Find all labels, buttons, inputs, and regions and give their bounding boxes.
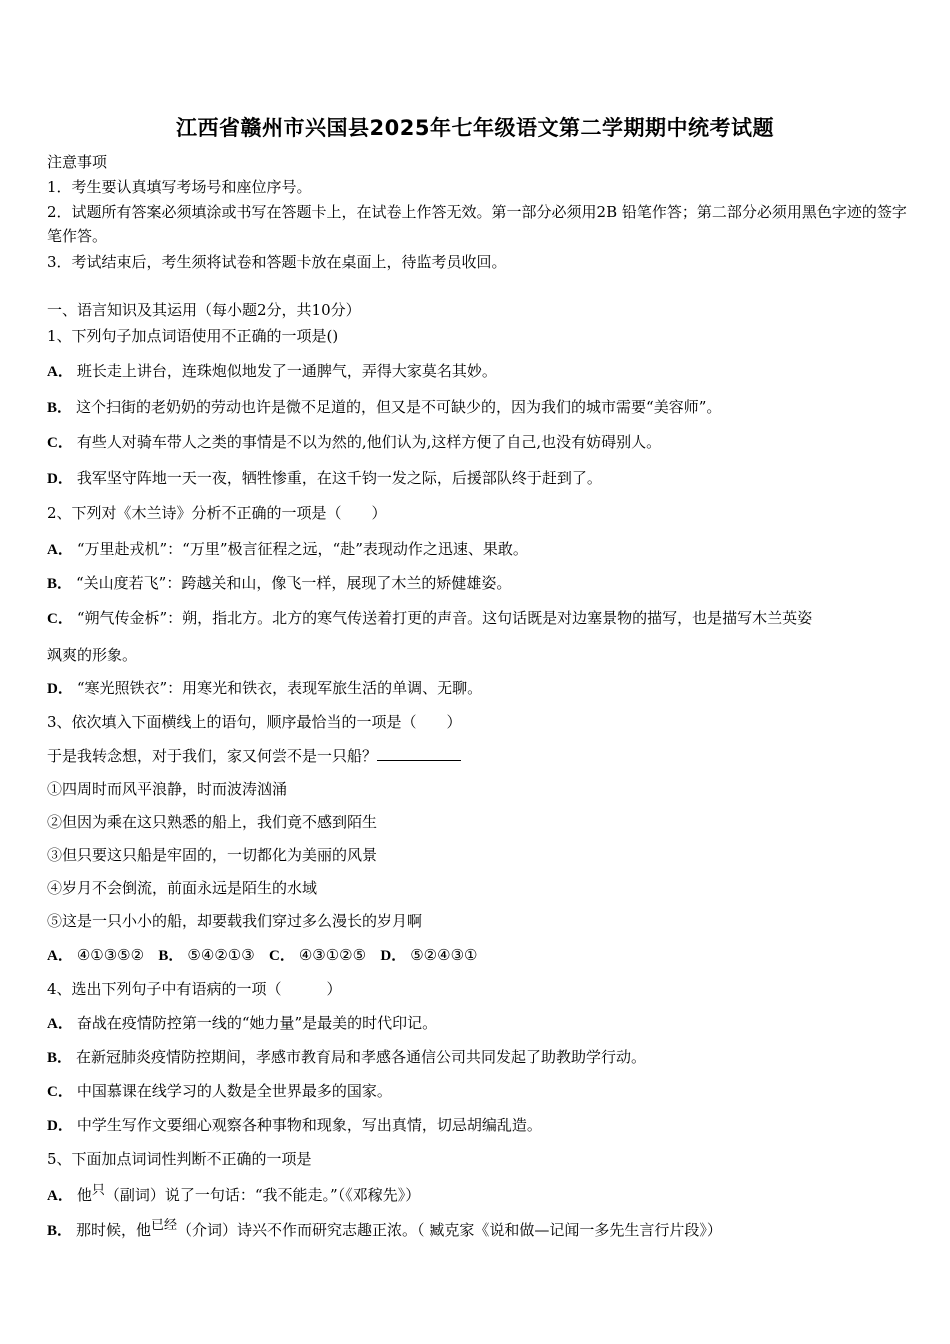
option-text: ④③①②⑤ — [298, 946, 367, 964]
option-letter: B． — [47, 400, 73, 416]
option-row — [47, 1220, 722, 1242]
option-letter: B． — [47, 1223, 73, 1239]
lead-text: 于是我转念想，对于我们，家又何尝不是一只船？ — [47, 747, 378, 765]
option-row — [47, 397, 721, 418]
marked-word: 只 — [91, 1183, 105, 1198]
option-letter: D． — [47, 681, 73, 697]
sentence-item: ②但因为乘在这只熟悉的船上，我们竟不感到陌生 — [47, 813, 378, 831]
option-letter: B． — [47, 1050, 73, 1066]
sentence-item: ④岁月不会倒流，前面永远是陌生的水域 — [47, 879, 318, 897]
page-title: 江西省赣州市兴国县2025年七年级语文第二学期期中统考试题 — [176, 116, 774, 140]
sentence-item: ⑤这是一只小小的船，却要载我们穿过多么漫长的岁月啊 — [47, 912, 423, 930]
option-row — [47, 361, 497, 382]
option-row — [47, 1047, 646, 1068]
option-letter: D． — [380, 948, 407, 964]
question-stem: 1、下列句子加点词语使用不正确的一项是() — [47, 327, 339, 345]
option-row — [47, 573, 511, 594]
option-letter: A． — [47, 948, 73, 964]
option-text: 在新冠肺炎疫情防控期间，孝感市教育局和孝感各通信公司共同发起了助教助学行动。 — [76, 1048, 647, 1066]
option-text: 这个扫街的老奶奶的劳动也许是微不足道的，但又是不可缺少的，因为我们的城市需要“美容师”。 — [76, 398, 722, 416]
option-text: 班长走上讲台，连珠炮似地发了一通脾气，弄得大家莫名其妙。 — [76, 362, 497, 380]
sentence-item: ③但只要这只船是牢固的，一切都化为美丽的风景 — [47, 846, 378, 864]
option-text: “寒光照铁衣”：用寒光和铁衣，表现军旅生活的单调、无聊。 — [76, 679, 483, 697]
notice-heading: 注意事项 — [47, 153, 108, 171]
option-letter: B． — [47, 576, 73, 592]
question-lead — [47, 746, 461, 766]
option-text: （介词）诗兴不作而研究志趣正浓。（ 臧克家《说和做—记闻一多先生言行片段》） — [177, 1221, 722, 1239]
option-row — [47, 1185, 420, 1207]
option-letter: A． — [47, 1188, 73, 1204]
option-letter: D． — [47, 1118, 73, 1134]
option-row — [47, 608, 812, 629]
option-text: 我军坚守阵地一天一夜，牺牲惨重，在这千钧一发之际，后援部队终于赶到了。 — [76, 469, 602, 487]
option-letter: D． — [47, 471, 73, 487]
question-stem: 4、选出下列句子中有语病的一项（ ） — [47, 980, 342, 998]
notice-item: 2．试题所有答案必须填涂或书写在答题卡上，在试卷上作答无效。第一部分必须用2B 铅笔作答；第二部分必须用黑色字迹的签字笔作答。 — [47, 203, 907, 245]
option-letter: B． — [158, 948, 184, 964]
option-text: （副词）说了一句话：“我不能走。”（《邓稼先》） — [104, 1186, 421, 1204]
notice-item: 3．考试结束后，考生须将试卷和答题卡放在桌面上，待监考员收回。 — [47, 253, 507, 271]
option-letter: C． — [47, 435, 73, 451]
option-letter: C． — [268, 948, 295, 964]
option-text: ④①③⑤② — [76, 946, 145, 964]
sentence-item: ①四周时而风平浪静，时而波涛汹涌 — [47, 780, 288, 798]
notice-item: 1．考生要认真填写考场号和座位序号。 — [47, 178, 312, 196]
question-stem: 3、依次填入下面横线上的语句，顺序最恰当的一项是（ ） — [47, 713, 462, 731]
option-text: ⑤④②①③ — [187, 946, 255, 964]
option-letter: A． — [47, 542, 73, 558]
marked-word: 已经 — [151, 1218, 178, 1233]
option-letter: C． — [47, 1084, 73, 1100]
answer-blank — [377, 746, 461, 761]
option-row — [47, 432, 661, 453]
option-pre: 那时候，他 — [76, 1221, 152, 1239]
option-pre: 他 — [76, 1186, 92, 1204]
option-text: “关山度若飞”：跨越关和山，像飞一样，展现了木兰的矫健雄姿。 — [76, 574, 512, 592]
section-heading: 一、语言知识及其运用（每小题2分，共10分） — [47, 301, 361, 319]
option-row — [47, 1013, 437, 1034]
option-letter: A． — [47, 364, 73, 380]
option-letter: A． — [47, 1016, 73, 1032]
option-letter: C． — [47, 611, 73, 627]
option-text: ⑤②④③① — [410, 946, 478, 964]
option-row — [47, 1081, 392, 1102]
option-text: 中国慕课在线学习的人数是全世界最多的国家。 — [76, 1082, 392, 1100]
option-text: “朔气传金柝”：朔，指北方。北方的寒气传送着打更的声音。这句话既是对边塞景物的描写，也是描写木兰英姿 — [76, 609, 813, 627]
option-row — [47, 468, 602, 489]
option-continuation: 飒爽的形象。 — [47, 646, 138, 664]
question-stem: 5、下面加点词词性判断不正确的一项是 — [47, 1150, 312, 1168]
option-row — [47, 539, 528, 560]
question-stem: 2、下列对《木兰诗》分析不正确的一项是（ ） — [47, 504, 387, 522]
option-row — [47, 1115, 542, 1136]
option-text: 奋战在疫情防控第一线的“她力量”是最美的时代印记。 — [76, 1014, 438, 1032]
option-text: 中学生写作文要细心观察各种事物和现象，写出真情，切忌胡编乱造。 — [76, 1116, 542, 1134]
option-row — [47, 945, 477, 966]
option-row — [47, 678, 482, 699]
option-text: “万里赴戎机”：“万里”极言征程之远，“赴”表现动作之迅速、果敢。 — [76, 540, 528, 558]
option-text: 有些人对骑车带人之类的事情是不以为然的,他们认为,这样方便了自己,也没有妨碍别人。 — [76, 433, 662, 451]
